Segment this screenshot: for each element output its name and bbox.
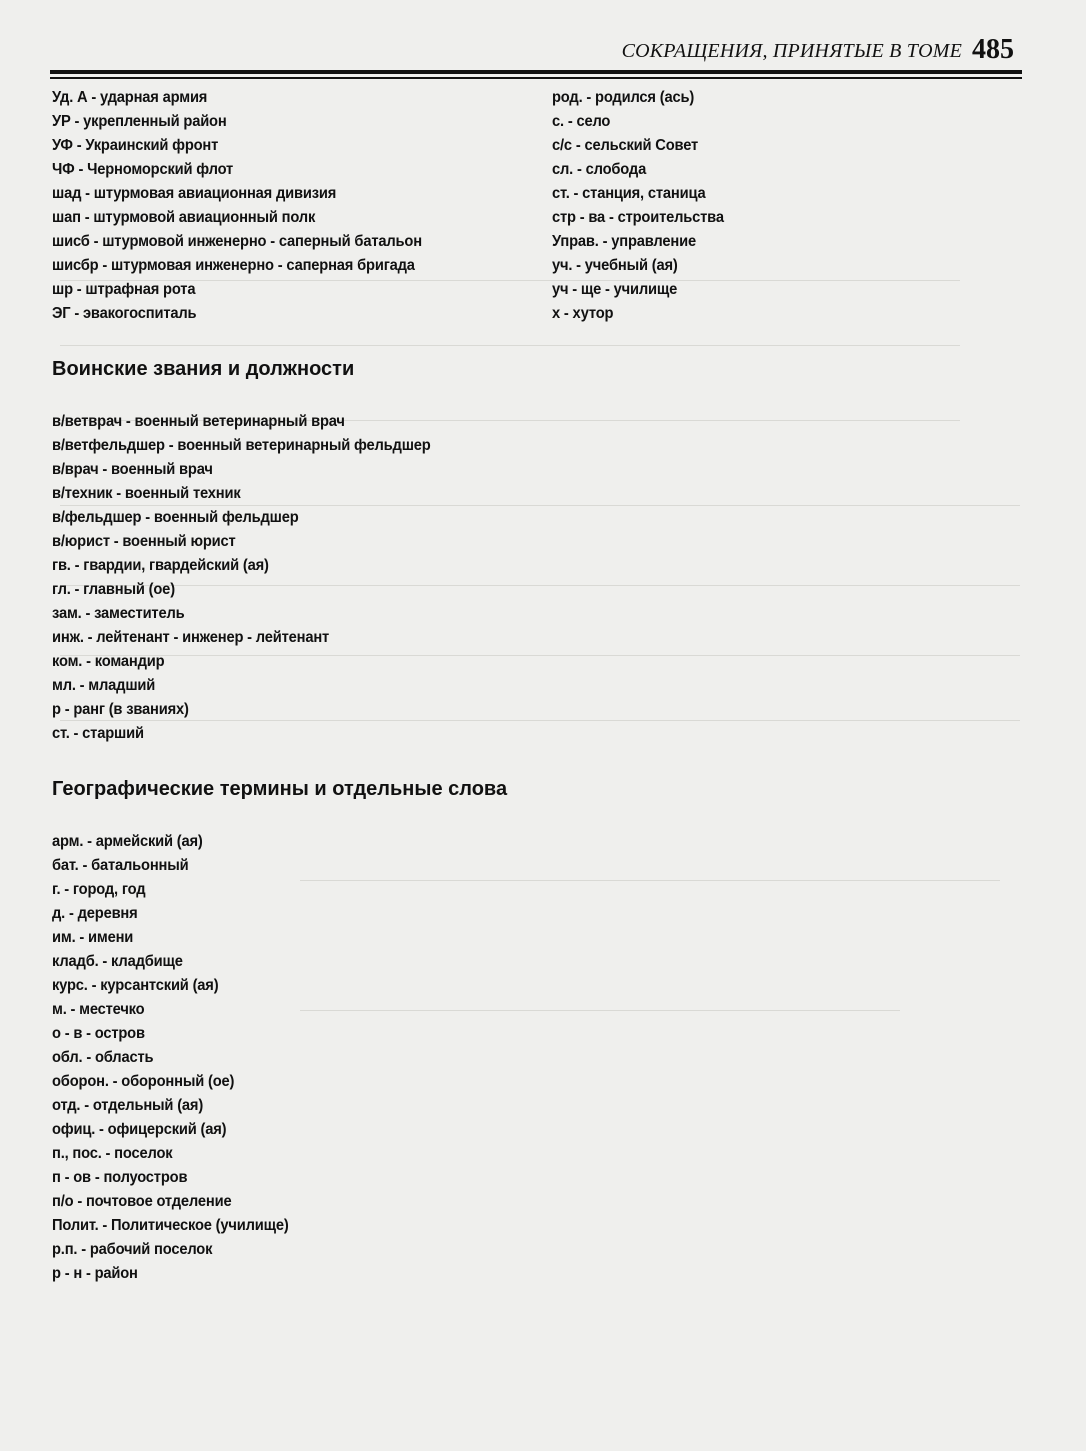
- geo-entry: п - ов - полуостров: [52, 1169, 188, 1186]
- rank-entry: р - ранг (в званиях): [52, 701, 189, 718]
- geo-entry: о - в - остров: [52, 1025, 145, 1042]
- section-heading-ranks: Воинские звания и должности: [52, 358, 355, 380]
- abbreviations-right-column: [552, 86, 1012, 326]
- geo-entry: кладб. - кладбище: [52, 953, 183, 970]
- geo-entry: р - н - район: [52, 1265, 138, 1282]
- abbreviation-entry: уч. - учебный (ая): [552, 257, 678, 274]
- abbreviation-entry: ЧФ - Черноморский флот: [52, 161, 234, 178]
- rank-entry: ком. - командир: [52, 653, 165, 670]
- rank-entry: гл. - главный (ое): [52, 581, 175, 598]
- abbreviation-entry: шисбр - штурмовая инженерно - саперная бригада: [52, 257, 415, 274]
- geo-entry: обл. - область: [52, 1049, 154, 1066]
- abbreviation-entry: сл. - слобода: [552, 161, 647, 178]
- geo-entry: им. - имени: [52, 929, 134, 946]
- abbreviation-entry: Уд. А - ударная армия: [52, 89, 208, 106]
- geo-entry: отд. - отдельный (ая): [52, 1097, 204, 1114]
- rank-entry: ст. - старший: [52, 725, 144, 742]
- rank-entry: в/юрист - военный юрист: [52, 533, 236, 550]
- geo-entry: курс. - курсантский (ая): [52, 977, 219, 994]
- abbreviation-entry: УФ - Украинский фронт: [52, 137, 219, 154]
- geo-entry: Полит. - Политическое (училище): [52, 1217, 289, 1234]
- rank-entry: в/техник - военный техник: [52, 485, 241, 502]
- abbreviation-entry: шисб - штурмовой инженерно - саперный батальон: [52, 233, 422, 250]
- abbreviation-entry: шап - штурмовой авиационный полк: [52, 209, 316, 226]
- section-heading-geo: Географические термины и отдельные слова: [52, 778, 508, 800]
- page-number: 485: [972, 34, 1014, 65]
- rank-entry: гв. - гвардии, гвардейский (ая): [52, 557, 269, 574]
- abbreviation-entry: шад - штурмовая авиационная дивизия: [52, 185, 337, 202]
- abbreviation-entry: УР - укрепленный район: [52, 113, 227, 130]
- rank-entry: инж. - лейтенант - инженер - лейтенант: [52, 629, 330, 646]
- ranks-list: [52, 410, 532, 746]
- geo-list: [52, 830, 532, 1286]
- rank-entry: мл. - младший: [52, 677, 156, 694]
- geo-entry: бат. - батальонный: [52, 857, 189, 874]
- rank-entry: в/фельдшер - военный фельдшер: [52, 509, 299, 526]
- abbreviation-entry: стр - ва - строительства: [552, 209, 724, 226]
- geo-entry: р.п. - рабочий поселок: [52, 1241, 213, 1258]
- geo-entry: оборон. - оборонный (ое): [52, 1073, 235, 1090]
- header-rule-thin: [50, 77, 1022, 79]
- abbreviation-entry: род. - родился (ась): [552, 89, 695, 106]
- abbreviations-left-column: [52, 86, 532, 326]
- abbreviation-entry: с. - село: [552, 113, 611, 130]
- geo-entry: п/о - почтовое отделение: [52, 1193, 232, 1210]
- abbreviation-entry: х - хутор: [552, 305, 614, 322]
- rank-entry: в/ветфельдшер - военный ветеринарный фельдшер: [52, 437, 431, 454]
- abbreviation-entry: шр - штрафная рота: [52, 281, 196, 298]
- geo-entry: г. - город, год: [52, 881, 146, 898]
- rank-entry: зам. - заместитель: [52, 605, 185, 622]
- rank-entry: в/ветврач - военный ветеринарный врач: [52, 413, 345, 430]
- rank-entry: в/врач - военный врач: [52, 461, 213, 478]
- running-header: [50, 30, 1022, 70]
- bleed-through-line: [60, 345, 960, 346]
- abbreviation-entry: уч - ще - училище: [552, 281, 678, 298]
- abbreviation-entry: ЭГ - эвакогоспиталь: [52, 305, 197, 322]
- abbreviation-entry: ст. - станция, станица: [552, 185, 706, 202]
- header-rule-thick: [50, 70, 1022, 74]
- geo-entry: арм. - армейский (ая): [52, 833, 203, 850]
- geo-entry: д. - деревня: [52, 905, 138, 922]
- geo-entry: офиц. - офицерский (ая): [52, 1121, 227, 1138]
- abbreviation-entry: Управ. - управление: [552, 233, 696, 250]
- geo-entry: п., пос. - поселок: [52, 1145, 173, 1162]
- abbreviation-entry: с/с - сельский Совет: [552, 137, 699, 154]
- header-title: СОКРАЩЕНИЯ, ПРИНЯТЫЕ В ТОМЕ: [621, 40, 962, 62]
- geo-entry: м. - местечко: [52, 1001, 145, 1018]
